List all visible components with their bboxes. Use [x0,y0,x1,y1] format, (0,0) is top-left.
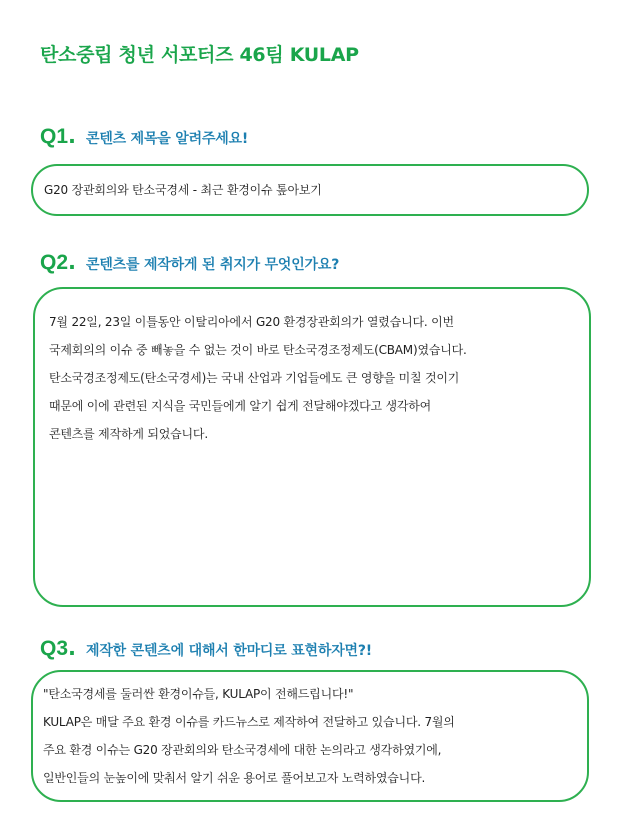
answer-3-line: KULAP은 매달 주요 환경 이슈를 카드뉴스로 제작하여 전달하고 있습니다. 7월의 [43,715,455,729]
answer-2-line: 7월 22일, 23일 이틀동안 이탈리아에서 G20 환경장관회의가 열렸습니다. 이번 [49,315,454,329]
question-3-text: 제작한 콘텐츠에 대해서 한마디로 표현하자면?! [86,643,372,659]
answer-2-line: 콘텐츠를 제작하게 되었습니다. [49,427,208,441]
answer-3-text [43,680,455,792]
answer-2-text [49,308,467,448]
answer-3-line: "탄소국경세를 둘러싼 환경이슈들, KULAP이 전해드립니다!" [43,687,354,701]
question-2-text: 콘텐츠를 제작하게 된 취지가 무엇인가요? [86,257,340,273]
question-2-heading [40,250,339,275]
question-2-number: Q2 [40,251,69,274]
answer-2-line: 국제회의의 이슈 중 빼놓을 수 없는 것이 바로 탄소국경조정제도(CBAM)였습니다. [49,343,467,357]
question-3-number: Q3 [40,637,69,660]
answer-1-line: G20 장관회의와 탄소국경세 - 최근 환경이슈 톺아보기 [44,183,322,197]
answer-3-line: 일반인들의 눈높이에 맞춰서 알기 쉬운 용어로 풀어보고자 노력하였습니다. [43,771,426,785]
answer-1-text [44,179,322,201]
answer-2-line: 탄소국경조정제도(탄소국경세)는 국내 산업과 기업들에도 큰 영향을 미칠 것이기 [49,371,460,385]
page-title: 탄소중립 청년 서포터즈 46팀 KULAP [40,44,359,66]
question-3-heading [40,636,372,661]
question-1-heading [40,124,248,149]
question-1-dot: . [68,124,76,148]
question-3-dot: . [68,636,76,660]
question-1-text: 콘텐츠 제목을 알려주세요! [86,131,249,147]
answer-3-line: 주요 환경 이슈는 G20 장관회의와 탄소국경세에 대한 논의라고 생각하였기에, [43,743,442,757]
answer-2-line: 때문에 이에 관련된 지식을 국민들에게 알기 쉽게 전달해야겠다고 생각하여 [49,399,432,413]
question-2-dot: . [68,250,76,274]
question-1-number: Q1 [40,125,69,148]
